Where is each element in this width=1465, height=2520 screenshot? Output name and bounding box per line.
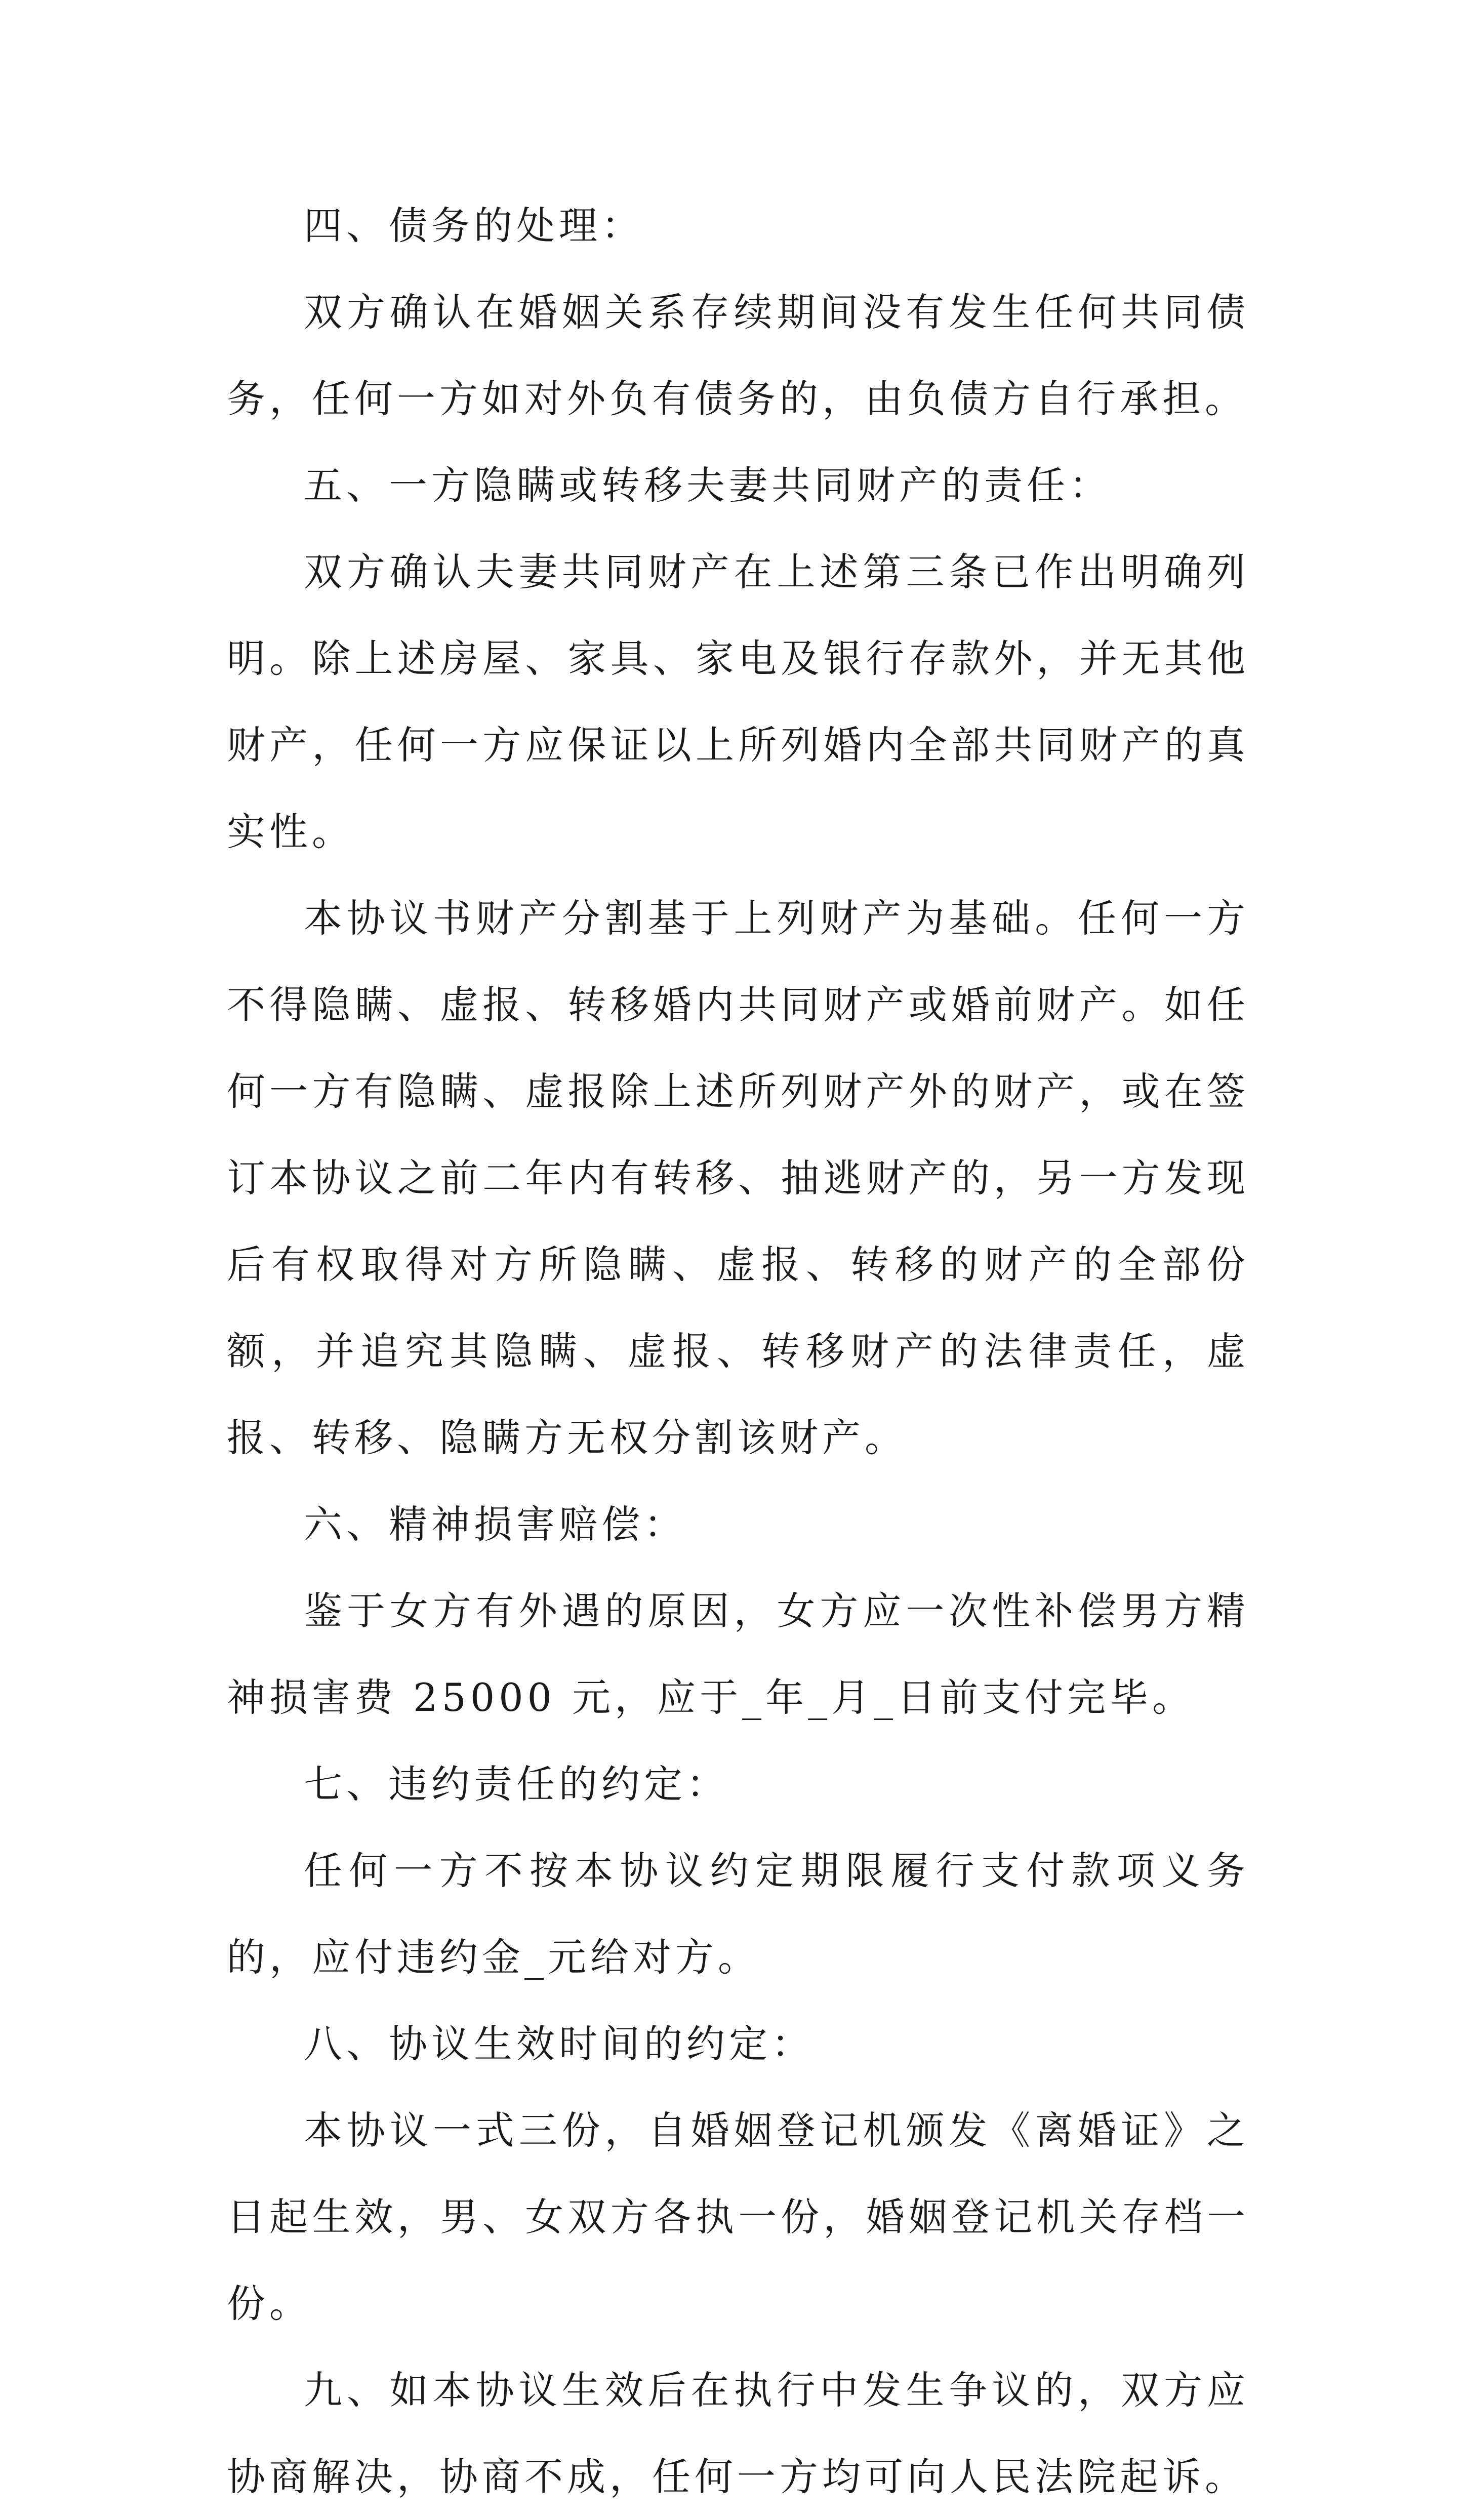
- section-heading-breach: 七、违约责任的约定：: [304, 1762, 729, 1807]
- paragraph-breach: 任何一方不按本协议约定期限履行支付款项义务的，应付违约金_元给对方。: [227, 1848, 1249, 1980]
- paragraph-compensation: 鉴于女方有外遇的原因，女方应一次性补偿男方精神损害费 25000 元，应于_年_月_日前支付完毕。: [227, 1588, 1249, 1720]
- section-heading-effective-date: 八、协议生效时间的约定：: [304, 2021, 814, 2066]
- paragraph-debts: 双方确认在婚姻关系存续期间没有发生任何共同债务，任何一方如对外负有债务的，由负债方自行承担。: [227, 290, 1249, 421]
- section-heading-concealment: 五、一方隐瞒或转移夫妻共同财产的责任：: [304, 463, 1112, 508]
- section-heading-compensation: 六、精神损害赔偿：: [304, 1502, 686, 1547]
- paragraph-effective-date: 本协议一式三份，自婚姻登记机颁发《离婚证》之日起生效，男、女双方各执一份，婚姻登记机关存档一份。: [227, 2108, 1249, 2326]
- section-heading-debts: 四、债务的处理：: [304, 203, 644, 248]
- paragraph-property-division: 本协议书财产分割基于上列财产为基础。任何一方不得隐瞒、虚报、转移婚内共同财产或婚前财产。如任何一方有隐瞒、虚报除上述所列财产外的财产，或在签订本协议之前二年内有转移、抽逃财产的，另一方发现后有权取得对方所隐瞒、虚报、转移的财产的全部份额，并追究其隐瞒、虚报、转移财产的法律责任，虚报、转移、隐瞒方无权分割该财产。: [227, 896, 1249, 1460]
- document-page: [227, 182, 1249, 2520]
- paragraph-disputes: 九、如本协议生效后在执行中发生争议的，双方应协商解决，协商不成，任何一方均可向人民法院起诉。: [227, 2368, 1249, 2499]
- paragraph-property-confirmation: 双方确认夫妻共同财产在上述第三条已作出明确列明。除上述房屋、家具、家电及银行存款外，并无其他财产，任何一方应保证以上所列婚内全部共同财产的真实性。: [227, 549, 1249, 854]
